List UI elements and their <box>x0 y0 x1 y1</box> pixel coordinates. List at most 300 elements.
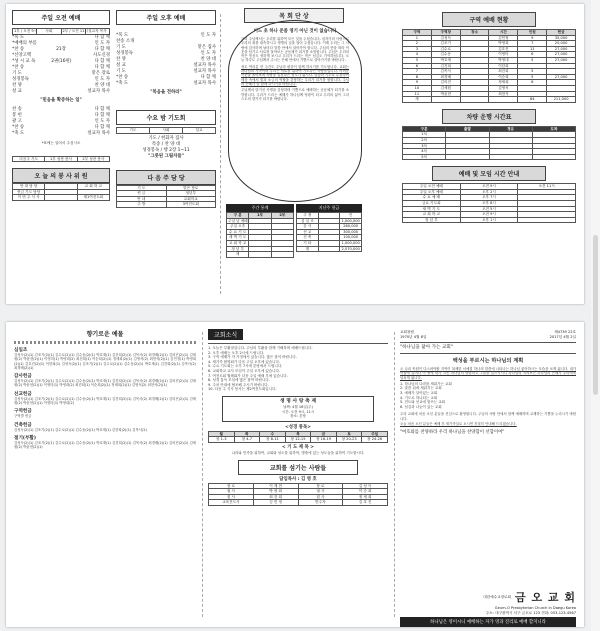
bible-head-cell: 화 <box>234 431 260 437</box>
cover-rule-top <box>400 342 576 343</box>
afternoon-order-cell: *축 도 <box>116 81 129 86</box>
prayer-title: < 기 도 제 목 > <box>282 444 314 450</box>
next-week-cell: 헌 금 <box>117 191 167 197</box>
festival-line: 날짜: 4월 16일(주) <box>283 404 313 409</box>
vision-text: 오 나의 목원이 다스려야할 지역이 복제한 서예결 하나의 말씀에 나타나는 하나님 좋아하시는 모습을 보게 됩니다. 내가 아침에 일어나 이 땅에 내가 크신 하나님의 명령하고 그들을 일으키시니 하나님의 지켜보는 하나님의 은혜가 우리에게 넘치게 됩니다. <box>400 367 576 380</box>
staff-cell: 김 민 정 <box>253 500 298 506</box>
morning-offering-cell: 설교자 목사 <box>87 130 110 136</box>
staff-cell: 장 로 <box>209 483 254 489</box>
notice-item: 6. 교회학교 교사 모임이 주일 오후에 있습니다. <box>208 368 280 373</box>
scrollbar-thumb[interactable] <box>593 235 598 395</box>
district-cell: 김의진 <box>431 80 460 86</box>
founding-date: 1970년 4월 8일 <box>400 335 427 339</box>
offering-stats-cell: 감 사 <box>297 224 319 230</box>
notice-item: 10. 다음 주 식사 봉사는 제2여전도회입니다. <box>208 387 277 392</box>
meeting-cell: 오후 7시 <box>460 195 518 201</box>
afternoon-order-cell: 인 도 자 <box>200 33 216 38</box>
next-week-cell: 교회학교 <box>166 196 216 202</box>
festival-box <box>222 396 374 422</box>
weekly-stats-table <box>226 212 294 258</box>
weekly-stats-title: 주간 통계 <box>226 204 294 212</box>
founding-label: 교회창립 <box>400 330 414 334</box>
issue-date: 2017년 4월 2일 <box>549 335 576 339</box>
district-head-cell: 장소 <box>460 30 489 36</box>
bible-cell: 창 8-11 <box>260 437 286 443</box>
senior-pastor: 담임목사 : 김 영 호 <box>279 476 317 482</box>
afternoon-order-cell: 찬 양 <box>116 57 126 62</box>
district-cell: 김건희 <box>431 63 460 69</box>
district-cell: 계 <box>403 97 432 103</box>
pastor-note-para-3: 주님께서 맡기신 사명을 감당하며 기쁨으로 예배하는 공동체가 되기를 소망합니다. 우리가 드리는 예배가 하나님께 영광이 되고 우리의 삶이 그리스도의 향기가 되기를 바랍니다. <box>241 88 349 101</box>
volunteers-table <box>12 183 110 201</box>
bus-row <box>403 154 576 160</box>
staff-cell: 이 순 희 <box>343 489 388 495</box>
bible-head-cell: 토 <box>336 431 362 437</box>
afternoon-order-cell: 맡은 집사 <box>197 45 216 50</box>
district-cell: 이한희 <box>489 63 518 69</box>
weekly-stats-cell: 수 요 기 도 <box>227 229 249 235</box>
weekly-stats-cell: 주일 오후 <box>227 224 249 230</box>
kids-head-cell: 2부 성찬 봉사 <box>77 156 109 162</box>
afternoon-order-cell: 설교자 목사 <box>193 69 216 74</box>
bus-head-cell: 구분 <box>403 126 446 132</box>
wednesday-line: 성경봉독 / 행 2장 1~11 <box>142 147 190 153</box>
cover-verse: "여호와를 찬양하라 우리 하나님을 찬양함이 선함이여" <box>400 430 505 436</box>
offering-section-text: 김성득(2)(1) 김조기(2)(1) 김수로(2)(1) 김수동(2)(1) 박호재(1) 김건희(2)(1) 김목사(2) 최경배(2)(1) 김의진(2)(1) 김세원(2) 박윤현(2)(1) 이영미(1) 박영대(2) 최건희(1) 이순희(2)(1) 정세희(2)(1) 김영석(2) 최현석(2)(1) <box>14 379 196 388</box>
morning-service-title: 주일 오전 예배 <box>12 10 110 25</box>
next-week-table <box>116 185 216 208</box>
offering-stats-cell: 기 타 <box>297 240 319 246</box>
meeting-cell: 주일 오후 예배 <box>403 189 461 195</box>
district-cell: 이순희 <box>489 74 518 80</box>
vision-point: 6. 섬김과 나눔이 있는 교회 <box>400 404 442 409</box>
morning-order-list <box>12 35 110 95</box>
morning-sermon-title: "믿음을 확증하는 일" <box>40 97 82 103</box>
meeting-cell: 오전 5시 <box>460 206 518 212</box>
district-cell <box>460 97 489 103</box>
district-title: 구역 예배 현황 <box>442 12 536 27</box>
district-cell: 6 <box>518 80 547 86</box>
bible-head-cell: 월 <box>209 431 235 437</box>
founding-info <box>400 330 426 340</box>
bible-cell: 창 20-23 <box>336 437 362 443</box>
volunteer-cell: 교 회 학 교 <box>77 184 109 190</box>
notices-title: 교회소식 <box>208 329 243 340</box>
district-cell: 27,000 <box>547 74 576 80</box>
vision-point: 2. 말씀 위에 세워지는 교회 <box>400 386 442 391</box>
morning-order-cell: 사도신경 <box>93 52 110 58</box>
district-cell: 김영석 <box>489 85 518 91</box>
volunteer-row <box>13 195 110 201</box>
wednesday-head-cell: 기도 <box>117 128 150 134</box>
weekly-stats-head-row <box>227 213 294 219</box>
notices-column <box>208 322 388 627</box>
bus-table <box>402 126 576 161</box>
weekly-stats-cell <box>271 252 293 258</box>
afternoon-order-cell: 기 도 <box>116 69 126 74</box>
volunteers-title: 오 늘 의 봉 사 위 원 <box>12 168 110 183</box>
bus-head-cell: 경유 <box>489 126 532 132</box>
church-prefix: 대한예수교장로회 <box>483 594 511 599</box>
fold-line-left <box>220 14 221 294</box>
vision-point: 3. 예배가 살아있는 교회 <box>400 391 438 396</box>
cover-footer-verse: 하나님은 영이시니 예배하는 자가 영과 진리로 예배 할지니라 <box>400 617 576 627</box>
pastor-note-para-1: 우리 주님께서는 우리를 위하여 모든 것을 주셨습니다. 십자가의 사랑으로 우리의 죄를 대속하시고 생명의 길을 열어 주셨습니다. 이제 우리는 그 사랑에 감사하며 날마다 말씀 안에서 살아가야 합니다. 주님의 뜻을 따라 이웃을 섬기고 서로를 돌아보는 공동체가 되기를 소망합니다. 주님은 우리의 작은 믿음도 귀하게 보시고 우리가 드리는 작은 섬김도 기억하십니다. 오늘 하루도 주님께서 주시는 은혜 안에서 기쁨으로 살아가기를 바랍니다. <box>241 37 349 63</box>
invite-highlight: 오늘 처음 오신 분들은 예배 후 새가족실로 오시면 친절히 안내해 드리겠습니다. <box>400 422 517 427</box>
district-cell: 김호진 <box>489 46 518 52</box>
district-cell: 5 <box>518 57 547 63</box>
afternoon-order-cell: 성경봉독 <box>116 51 133 56</box>
offering-stats-cell: 주 정 <box>297 213 319 219</box>
morning-order-cell: 기 도 <box>12 70 22 76</box>
district-cell: 김조기 <box>431 41 460 47</box>
notice-item: 3. 구역 예배가 각 가정에서 있습니다. 많은 참석 바랍니다. <box>208 355 297 360</box>
weekly-stats-head-cell: 1부 <box>249 213 271 219</box>
morning-order-cell: *묵 도 <box>12 34 25 40</box>
district-cell: 2 <box>403 41 432 47</box>
prayer-text: 나라와 민족을 위하여, 교회와 성도를 위하여, 병중에 있는 성도들을 위하여 기도합시다. <box>231 450 365 455</box>
afternoon-order-cell: 설교자 목사 <box>193 81 216 86</box>
bus-cell <box>489 154 532 160</box>
afternoon-order-list <box>116 33 216 87</box>
offering-stats-cell: 2,570,000 <box>341 246 360 251</box>
next-week-row <box>117 202 216 208</box>
bible-row <box>209 437 388 443</box>
bus-title: 차량 운행 시간표 <box>442 109 536 124</box>
district-cell: 5 <box>403 57 432 63</box>
next-week-cell: 안 내 <box>117 196 167 202</box>
bible-reading-title: <성경 통독> <box>285 424 311 430</box>
morning-head-cell: 1부 / 오전 9시 <box>14 29 38 33</box>
afternoon-sermon-title: "복음을 전하라" <box>150 90 182 95</box>
bible-cell: 창 1-3 <box>209 437 235 443</box>
bible-head-cell: 주일 <box>362 431 388 437</box>
district-row <box>403 97 576 103</box>
bus-cell: 5차 <box>403 154 446 160</box>
pastor-note-title: 목 회 단 상 <box>244 8 344 23</box>
offering-section-text: 구역별 헌금 <box>14 414 32 419</box>
staff-cell: 반주자 <box>298 500 343 506</box>
offering-section-name: 십일조 <box>14 348 28 353</box>
notice-item: 4. 새가족 환영회가 다음 주일 오후에 있습니다. <box>208 359 280 364</box>
meeting-cell: 금요 기도회 <box>403 201 461 207</box>
district-cell: 박영대 <box>489 57 518 63</box>
afternoon-order-cell: 찬 양 대 <box>200 57 216 62</box>
bible-head-cell: 수 <box>260 431 286 437</box>
afternoon-order-cell: 설교자 목사 <box>193 63 216 68</box>
district-cell: 20,000 <box>547 41 576 47</box>
district-cell: 5 <box>518 74 547 80</box>
district-cell: 211,000 <box>547 97 576 103</box>
district-cell: 27,000 <box>547 46 576 52</box>
morning-order-cell: 성경봉독 <box>12 76 29 82</box>
bulletin-cover-page <box>6 322 584 627</box>
morning-order-cell: 인 도 자 <box>94 76 110 82</box>
pastor-column <box>224 4 364 304</box>
offering-sections <box>14 347 196 450</box>
district-cell: 정세희 <box>489 80 518 86</box>
notice-item: 1. 오늘은 부활절입니다. 주님의 부활을 함께 기뻐하며 예배드립니다. <box>208 346 313 350</box>
district-table <box>402 29 576 103</box>
staff-cell: 정 세 희 <box>343 494 388 500</box>
district-cell: 최건희 <box>489 69 518 75</box>
meeting-cell: 수 요 예 배 <box>403 195 461 201</box>
bus-cell: 1차 <box>403 132 446 138</box>
district-cell: 최경배 <box>431 74 460 80</box>
offering-section-text: 김성득(2)(1) 김조기(2)(1) 김수로(2)(1) 김수동(2)(1) 박호재(1) 김건희(2)(1) 김목사(2) 최경배(2)(1) 김의진(2)(1) 김세원(2) 박윤현(2)(1) 이영미(1) 박영대(2) 최건희(1) 이순희(2)(1) 정세희(2)(1) 김영석(2) 최현석(2)(1) 김민정(1) 박영희(2)(1) 김호진(2)(1) 이한희(1) 김성득(2)(1) 김조기(2)(1) 김수로(2)(1) 김수동(2)(1) 박호재(1) 김건희(2)(1) 김목사(2) 최경배(2)(1) <box>14 353 196 370</box>
district-cell: 7 <box>518 41 547 47</box>
morning-offering-cell <box>51 131 71 137</box>
district-cell: 박영희 <box>489 41 518 47</box>
morning-order-cell: 설 교 <box>12 88 22 94</box>
wednesday-line: 특송 / 찬 양 대 <box>151 141 181 147</box>
staff-cell: 권 사 <box>209 489 254 495</box>
next-week-cell: 3여전도회 <box>166 202 216 208</box>
bus-cell: 4차 <box>403 149 446 155</box>
district-cell: 최현석 <box>489 91 518 97</box>
church-english-name: Geum-O Presbyterian Church in Daegu Korea <box>494 606 576 610</box>
wednesday-line: 기도 / 헌화자 집사 <box>148 135 184 141</box>
district-cell <box>489 97 518 103</box>
morning-head-cell: 2부 / 오전 11시 <box>62 29 88 33</box>
morning-offering-cell: *축 도 <box>12 130 25 136</box>
morning-order-cell: *찬 송 <box>12 64 25 70</box>
vision-point: 1. 하나님의 나라를 세워가는 교회 <box>400 381 452 386</box>
district-cell: 4 <box>403 52 432 58</box>
morning-order-cell: *성 시 교 독 <box>12 58 36 64</box>
offerings-divider <box>14 341 196 344</box>
festival-title: 생 명 사 랑 축 제 <box>279 398 317 404</box>
offering-stats-cell: 100,000 <box>340 235 362 241</box>
kids-head-cell: 1부 성찬 봉사 <box>45 156 77 162</box>
offering-section-text: 김성득(2)(1) 김조기(2)(1) 김수로(2)(1) 김수동(2)(1) 박호재(1) 김건희(2)(1) 김목사(2) <box>14 427 147 432</box>
district-cell: 27,000 <box>547 52 576 58</box>
meeting-cell <box>518 217 576 223</box>
offering-stats-cell: 1,000,000 <box>341 218 360 223</box>
kids-table <box>12 156 110 163</box>
staff-cell: 김 호 진 <box>343 500 388 506</box>
bible-head-cell: 금 <box>311 431 337 437</box>
district-cell: 35,000 <box>547 35 576 41</box>
staff-cell: 집 사 <box>298 494 343 500</box>
meeting-row <box>403 184 576 190</box>
wednesday-head-cell: 설교 <box>183 128 216 134</box>
morning-order-cell: 다 함 께 <box>94 34 110 40</box>
district-cell: 김수로 <box>431 46 460 52</box>
bible-cell: 창 12-15 <box>285 437 311 443</box>
festival-line: 시간: 오전 9시, 11시 <box>281 409 315 414</box>
weekly-stats-cell: 교 회 학 교 <box>227 240 249 246</box>
offering-section-name: 감사헌금 <box>14 374 32 380</box>
vision-point: 5. 전도와 선교에 힘쓰는 교회 <box>400 400 445 405</box>
volunteer-cell: 이 번 주 식 사 <box>13 195 45 201</box>
district-head-cell: 인원 <box>518 30 547 36</box>
offering-stats-cell: 300,000 <box>340 229 362 235</box>
volunteer-cell: 헌금 기도 담당 <box>13 189 45 195</box>
offering-stats-cell: 선 교 <box>297 229 319 235</box>
morning-offering-cell: 찬 송 <box>12 106 22 112</box>
fold-line-bottom-right <box>394 332 395 617</box>
bulletin-inside-page <box>6 4 584 304</box>
offering-stats-cell: 건 축 <box>297 235 319 241</box>
next-week-cell: 주 방 <box>117 202 167 208</box>
offering-section-name: 구역헌금 <box>14 409 32 415</box>
notices-list <box>208 346 388 392</box>
district-cell: 11 <box>518 46 547 52</box>
staff-cell: 교육전도사 <box>209 500 254 506</box>
church-name-block <box>400 589 576 605</box>
standing-footnote: *표에는 일어서 주십시오 <box>41 140 81 145</box>
offering-section-name: 건축헌금 <box>14 422 32 428</box>
vision-point: 4. 기도로 하나되는 교회 <box>400 395 438 400</box>
morning-offering-list <box>12 107 110 137</box>
fold-line-bottom-left <box>202 332 203 617</box>
afternoon-order-cell: 다 함 께 <box>200 75 216 80</box>
offering-stats-cell: 1,000,000 <box>341 240 360 245</box>
offerings-title: 향기로운 예물 <box>86 331 124 338</box>
staff-cell: 최 건 희 <box>253 494 298 500</box>
district-cell: 김민정 <box>489 35 518 41</box>
district-head-cell: 구역 <box>403 30 432 36</box>
staff-row <box>209 500 388 506</box>
meeting-cell: 오후 8시 <box>460 201 518 207</box>
morning-order-cell: 다 함 께 <box>94 64 110 70</box>
district-cell: 김성득 <box>431 35 460 41</box>
pastor-note-subtitle: 어느 초 하나 준좀 영기 아닌 것이 없습니다 <box>253 29 337 34</box>
afternoon-order-row <box>116 81 216 87</box>
bible-head-cell: 목 <box>285 431 311 437</box>
morning-offering-cell: 다 함 께 <box>94 106 110 112</box>
staff-table <box>208 483 388 506</box>
issue-number: 제4739 22호 <box>554 330 576 334</box>
vision-points <box>400 382 576 410</box>
meeting-cell: 교 회 학 교 <box>403 212 461 218</box>
morning-order-cell: 2권(16편) <box>51 58 72 64</box>
district-cell: 이영미 <box>489 52 518 58</box>
morning-offering-cell: 다 함 께 <box>94 124 110 130</box>
offerings-column <box>14 322 196 627</box>
offering-stats-row <box>297 246 362 252</box>
morning-offering-cell: 인 도 자 <box>94 118 110 124</box>
district-cell: 3 <box>403 46 432 52</box>
volunteer-cell <box>45 195 77 201</box>
bible-reading-table <box>208 431 388 443</box>
pastor-note-para-2: 성도 여러분 한 주간도 주님의 평강이 함께 하시기를 기도합니다. 교회는 하나님의 가족이며 우리는 서로를 위하여 기도하는 사람들입니다. 어려운 이웃을 돌아보며 사랑을 실천하는 성도가 됩시다. 말씀과 기도로 무장하여 세상 속에서 빛과 소금의 역할을 감당하는 우리가 되기를 원합니다. 주님의 은혜가 늘 함께 하시기를 바랍니다. <box>241 64 349 86</box>
bus-cell: 3차 <box>403 143 446 149</box>
staff-cell: 집 사 <box>209 494 254 500</box>
morning-order-cell: 맡은 장로 <box>91 70 110 76</box>
weekly-stats-head-cell: 구 분 <box>227 213 249 219</box>
district-cell: 7 <box>403 69 432 75</box>
district-head-cell: 헌금 <box>547 30 576 36</box>
meeting-cell: 새 벽 기 도 <box>403 206 461 212</box>
district-cell: 9 <box>403 80 432 86</box>
volunteer-cell: 안 내 담 당 <box>13 184 45 190</box>
meeting-row <box>403 217 576 223</box>
district-cell: 김세원 <box>431 85 460 91</box>
notice-item: 9. 주차 안내에 협조해 주시기 바랍니다. <box>208 382 269 387</box>
weekly-stats-cell: 청 년 부 <box>227 246 249 252</box>
notice-item: 8. 성경 통독 모임에 많은 참여 바랍니다. <box>208 378 270 383</box>
festival-lines <box>225 405 371 419</box>
offering-stats-cell <box>318 246 340 252</box>
morning-order-cell: 인 도 자 <box>94 40 110 46</box>
invite-text: 우리 교회에 처음 오신 분들을 진심으로 환영합니다. 주님의 사랑 안에서 함께 예배하며 교제하는 기쁨을 누리시기 바랍니다. <box>400 412 576 421</box>
staff-cell: 장 로 <box>298 483 343 489</box>
district-cell: 64 <box>518 97 547 103</box>
district-cell: 6 <box>403 63 432 69</box>
staff-title: 교회를 섬기는 사람들 <box>238 460 358 475</box>
offering-stats-cell: 십 일 조 <box>297 218 319 224</box>
notice-item: 2. 오후 예배는 오후 2시에 드립니다. <box>208 350 265 355</box>
meeting-cell: 오후 2시 <box>460 189 518 195</box>
offering-section-text: 김성득(2)(1) 김조기(2)(1) 김수로(2)(1) 김수동(2)(1) 박호재(1) 김건희(2)(1) 김목사(2) 최경배(2)(1) 김의진(2)(1) 김세원(2) 박윤현(2)(1) 이영미(1) 박영대(2) <box>14 396 196 406</box>
meeting-cell: 주일 오전 예배 <box>403 184 461 190</box>
next-week-cell: 청년부 <box>166 191 216 197</box>
morning-offering-row <box>12 131 110 137</box>
meeting-cell: 오전 11시 <box>518 184 576 190</box>
district-cell: 8 <box>403 74 432 80</box>
wednesday-service-title: 수요 밤 기도회 <box>116 110 216 125</box>
morning-order-cell: 찬 양 <box>12 82 22 88</box>
wednesday-head-table <box>116 127 216 134</box>
wednesday-sermon-title: "그릇된 그림자들" <box>148 153 184 159</box>
morning-order-cell: *신앙고백 <box>12 52 32 58</box>
morning-order-cell: 다 함 께 <box>94 46 110 52</box>
afternoon-order-cell <box>156 81 176 87</box>
cover-column <box>400 322 576 627</box>
morning-order-cell: 21장 <box>56 46 66 52</box>
pastor-note-oval <box>228 20 362 202</box>
district-cell: 9 <box>518 35 547 41</box>
weekly-stats-head-cell: 2부 <box>271 213 293 219</box>
district-head-cell: 시간 <box>489 30 518 36</box>
window-scrollbar[interactable] <box>591 0 600 631</box>
offering-section-name: 절기(부활) <box>14 435 36 441</box>
volunteer-cell: 제1여전도회 <box>77 195 109 201</box>
morning-head-cell: 사회 <box>37 29 61 35</box>
church-name: 금 오 교 회 <box>515 591 576 604</box>
offering-section-text: 김성득(2)(1) 김조기(2)(1) 김수로(2)(1) 김수동(2)(1) 박호재(1) 김건희(2)(1) 김목사(2) 최경배(2)(1) 김의진(2)(1) 김세원(2) 박윤현(2)(1) <box>14 440 196 450</box>
church-motto: "하나님을 닮아 가는 교회" <box>400 345 453 350</box>
district-cell: 박윤현 <box>431 91 460 97</box>
afternoon-service-column <box>116 4 216 304</box>
district-cell <box>431 97 460 103</box>
offering-stats-title: 지난주 헌금 <box>296 204 362 212</box>
bus-cell <box>446 154 489 160</box>
morning-order-cell: *찬 송 <box>12 46 25 52</box>
district-cell: 김목사 <box>431 69 460 75</box>
afternoon-order-cell: *찬 송 <box>116 75 129 80</box>
district-cell: 11 <box>403 91 432 97</box>
offering-stats-table <box>296 212 362 252</box>
meeting-cell: 청 년 부 <box>403 217 461 223</box>
weekly-stats-cell: 주일 낮 예배 <box>228 218 248 223</box>
next-week-cell: 맡은 장로 <box>166 185 216 191</box>
meeting-cell: 오전 9시 <box>460 212 518 218</box>
morning-offering-cell: 광 고 <box>12 118 22 124</box>
afternoon-order-cell: 설 교 <box>116 63 126 68</box>
bible-cell: 창 4-7 <box>234 437 260 443</box>
vision-title: 백성을 부르시는 하나님의 계획 <box>452 358 524 364</box>
offering-section-name: 선교헌금 <box>14 391 32 397</box>
morning-service-column <box>12 4 110 304</box>
district-cell: 김수동 <box>431 52 460 58</box>
morning-order-cell: 다 함 께 <box>94 58 110 64</box>
district-cell: 박호재 <box>431 57 460 63</box>
notice-item: 5. 수요 기도회는 오후 7시에 본당에서 드립니다. <box>208 364 283 369</box>
staff-cell: 박 영 희 <box>253 489 298 495</box>
